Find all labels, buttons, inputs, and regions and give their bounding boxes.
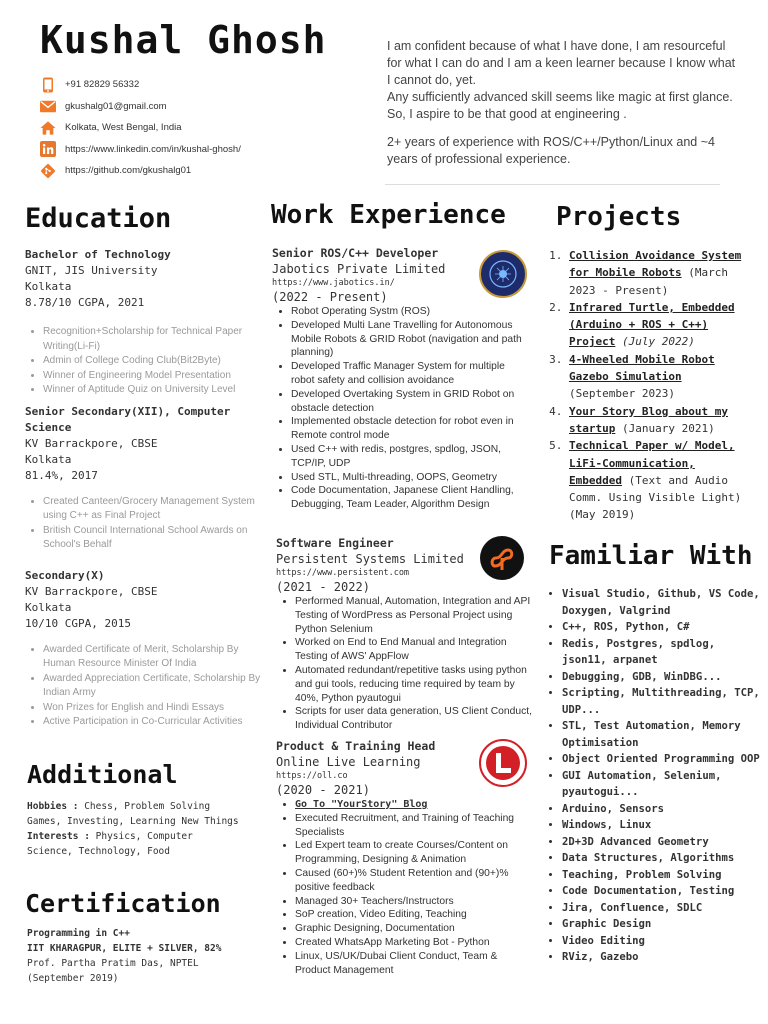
degree-title: Bachelor of Technology (25, 248, 171, 261)
institution: KV Barrackpore, CBSE (25, 584, 158, 598)
linkedin-url: https://www.linkedin.com/in/kushal-ghosh/ (65, 143, 241, 155)
cert-issuer: IIT KHARAGPUR, ELITE + SILVER, 82% (27, 943, 222, 954)
summary-paragraph: Any sufficiently advanced skill seems like magic at first glance. So, I aspire to be that good at engineering . (387, 90, 733, 121)
education-section (25, 247, 270, 730)
skill-item: • Data Structures, Algorithms (562, 850, 760, 867)
city: Kolkata (25, 280, 72, 293)
project-detail: (March 2023 - Present) (569, 266, 728, 297)
contact-phone[interactable] (40, 74, 241, 96)
project-detail: (July 2022) (615, 335, 695, 349)
yourstory-link[interactable]: Go To "YourStory" Blog (295, 799, 428, 810)
skill-item: • Redis, Postgres, spdlog, json11, arpanet (562, 636, 760, 669)
list-item: • Implemented obstacle detection for robot even in Remote control mode (291, 415, 530, 443)
education-heading: Education (25, 203, 172, 234)
project-list (553, 247, 753, 524)
list-item: • Code Documentation, Japanese Client Handling, Debugging, Team Leader, Algorithm Design (291, 484, 530, 512)
certification-heading: Certification (25, 889, 221, 918)
additional-heading: Additional (27, 760, 178, 789)
project-link[interactable]: Your Story Blog about my startup (569, 404, 728, 435)
cert-date: (September 2019) (27, 973, 119, 984)
list-item: • Used STL, Multi-threading, OOPS, Geometry (291, 471, 530, 485)
list-item: • SoP creation, Video Editing, Teaching (295, 908, 534, 922)
location-text: Kolkata, West Bengal, India (65, 122, 182, 134)
jabotics-logo (479, 250, 527, 298)
work-heading: Work Experience (271, 200, 506, 230)
list-item: • Used C++ with redis, postgres, spdlog, JSON, TCP/IP, UDP (291, 443, 530, 471)
job-title: Senior ROS/C++ Developer (272, 246, 439, 260)
institution: GNIT, JIS University (25, 264, 158, 277)
list-item: • Scripts for user data generation, US Client Conduct, Individual Contributor (295, 705, 534, 733)
achievement-list (25, 495, 270, 553)
list-item: • Won Prizes for English and Hindi Essays (43, 701, 270, 716)
list-item (295, 798, 534, 812)
project-detail: (September 2023) (569, 387, 675, 401)
skill-item: • Visual Studio, Github, VS Code, Doxygen, Valgrind (562, 586, 760, 619)
skill-item: • C++, ROS, Python, C# (562, 619, 760, 636)
skill-item: • GUI Automation, Selenium, pyautogui... (562, 768, 760, 801)
list-item: • Developed Overtaking System in GRID Robot on obstacle detection (291, 388, 530, 416)
skill-item: • 2D+3D Advanced Geometry (562, 834, 760, 851)
grade: 8.78/10 CGPA, 2021 (25, 296, 145, 309)
list-item: • Awarded Certificate of Merit, Scholarship By Human Resource Minister Of India (43, 643, 270, 672)
achievement-list (25, 325, 270, 398)
skill-item: • STL, Test Automation, Memory Optimisation (562, 718, 760, 751)
candidate-name: Kushal Ghosh (40, 18, 327, 62)
company-url[interactable]: https://oll.co (276, 771, 348, 781)
project-link[interactable]: Collision Avoidance System for Mobile Robots (569, 249, 742, 280)
list-item: • Robot Operating Systm (ROS) (291, 305, 530, 319)
contact-list (40, 74, 241, 182)
list-item: • Caused (60+)% Student Retention and (90+)% positive feedback (295, 867, 534, 895)
project-item (569, 299, 753, 351)
project-item (569, 247, 753, 299)
skill-item: • Object Oriented Programming OOP (562, 751, 760, 768)
job-period: (2021 - 2022) (276, 580, 370, 594)
skill-item: • Debugging, GDB, WinDBG... (562, 669, 760, 686)
list-item: • Recognition+Scholarship for Technical Paper Writing(Li-Fi) (43, 325, 270, 354)
grade: 10/10 CGPA, 2015 (25, 616, 131, 630)
job-title: Product & Training Head (276, 739, 436, 753)
list-item: • Created WhatsApp Marketing Bot - Python (295, 936, 534, 950)
list-item: • Executed Recruitment, and Training of Teaching Specialists (295, 812, 534, 840)
skill-item: • Graphic Design (562, 916, 760, 933)
company-name: Jabotics Private Limited (272, 262, 446, 276)
projects-section (553, 247, 753, 524)
job-duties (276, 595, 534, 733)
skill-item: • Jira, Confluence, SDLC (562, 900, 760, 917)
list-item: • Awarded Appreciation Certificate, Scholarship By Indian Army (43, 672, 270, 701)
interests-label: Interests : (27, 831, 90, 842)
phone-icon (40, 77, 56, 93)
company-url[interactable]: https://www.jabotics.in/ (272, 278, 395, 288)
education-entry (25, 247, 270, 398)
skill-item: • Teaching, Problem Solving (562, 867, 760, 884)
interests (27, 829, 242, 859)
skill-item: • Arduino, Sensors (562, 801, 760, 818)
git-icon (40, 163, 56, 179)
list-item: • Winner of Aptitude Quiz on University Level (43, 383, 270, 398)
skill-item: • Scripting, Multithreading, TCP, UDP... (562, 685, 760, 718)
institution: KV Barrackpore, CBSE (25, 436, 158, 450)
home-icon (40, 120, 56, 136)
persistent-logo (480, 536, 524, 580)
company-name: Persistent Systems Limited (276, 552, 464, 566)
skill-item: • Video Editing (562, 933, 760, 950)
list-item: • Performed Manual, Automation, Integration and API Testing of WordPress as Personal Project using Python Selenium (295, 595, 534, 636)
job-title: Software Engineer (276, 536, 394, 550)
contact-location (40, 117, 241, 139)
cert-instructor: Prof. Partha Pratim Das, NPTEL (27, 958, 199, 969)
list-item: • Linux, US/UK/Dubai Client Conduct, Team & Product Management (295, 950, 534, 978)
summary-paragraph: I am confident because of what I have done, I am resourceful for what I can do and I am a keen learner because I know what I cannot do, yet. (387, 39, 736, 87)
project-item (569, 437, 753, 523)
job-duties (272, 305, 530, 512)
linkedin-icon (40, 141, 56, 157)
contact-email[interactable] (40, 96, 241, 118)
grade: 81.4%, 2017 (25, 468, 98, 482)
company-name: Online Live Learning (276, 755, 421, 769)
skill-item: • Code Documentation, Testing (562, 883, 760, 900)
hobbies-label: Hobbies : (27, 801, 79, 812)
city: Kolkata (25, 452, 72, 466)
divider (385, 184, 720, 185)
cert-title: Programming in C++ (27, 928, 130, 939)
skill-item: • RViz, Gazebo (562, 949, 760, 966)
skill-item: • Windows, Linux (562, 817, 760, 834)
summary (387, 38, 737, 168)
github-url: https://github.com/gkushalg01 (65, 165, 192, 177)
project-item (569, 403, 753, 438)
list-item: • Developed Multi Lane Travelling for Autonomous Mobile Robots & GRID Robot (navigation and path planning) (291, 319, 530, 360)
list-item: • Developed Traffic Manager System for multiple robot safety and collision avoidance (291, 360, 530, 388)
degree-title: Senior Secondary(XII), Computer Science (25, 404, 231, 434)
familiar-heading: Familiar With (549, 541, 753, 571)
degree-title: Secondary(X) (25, 568, 105, 582)
hobbies-text: Chess, Problem Solving Games, Investing, Learning New Things (27, 801, 239, 827)
project-detail: (Text and Audio Comm. Using Visible Light) (May 2019) (569, 473, 742, 522)
list-item: • British Council International School Awards on School's Behalf (43, 524, 270, 553)
phone-text: +91 82829 56332 (65, 79, 140, 91)
list-item: • Worked on End to End Manual and Integration Testing of AWS' AppFlow (295, 636, 534, 664)
list-item: • Active Participation in Co-Curricular Activities (43, 715, 270, 730)
contact-github[interactable] (40, 160, 241, 182)
list-item: • Automated redundant/repetitive tasks using python and gui tools, reducing time required by team by 40%, Python pyautogui (295, 664, 534, 705)
project-link[interactable]: Technical Paper w/ Model, LiFi-Communication, Embedded (569, 439, 735, 487)
project-item (569, 351, 753, 403)
education-entry (25, 404, 270, 553)
job-duties (276, 798, 534, 977)
familiar-section (548, 586, 760, 966)
list-item: • Winner of Engineering Model Presentation (43, 369, 270, 384)
job-period: (2022 - Present) (272, 290, 388, 304)
certification-section (27, 926, 242, 986)
job-period: (2020 - 2021) (276, 783, 370, 797)
projects-heading: Projects (556, 202, 682, 232)
company-url[interactable]: https://www.persistent.com (276, 568, 410, 578)
list-item: • Graphic Designing, Documentation (295, 922, 534, 936)
interests-text: Physics, Computer Science, Technology, Food (27, 831, 193, 857)
oll-logo (479, 739, 527, 787)
project-detail: (January 2021) (615, 421, 715, 435)
project-link[interactable]: Infrared Turtle, Embedded (Arduino + ROS + C++) Project (569, 300, 735, 349)
education-entry (25, 568, 270, 730)
skills-list (548, 586, 760, 966)
list-item: • Managed 30+ Teachers/Instructors (295, 895, 534, 909)
achievement-list (25, 643, 270, 730)
contact-linkedin[interactable] (40, 139, 241, 161)
list-item: • Led Expert team to create Courses/Content on Programming, Designing & Animation (295, 839, 534, 867)
summary-paragraph: 2+ years of experience with ROS/C++/Python/Linux and ~4 years of professional experience. (387, 135, 715, 166)
project-link[interactable]: 4-Wheeled Mobile Robot Gazebo Simulation (569, 352, 715, 384)
list-item: • Created Canteen/Grocery Management System using C++ as Final Project (43, 495, 270, 524)
hobbies (27, 799, 242, 829)
mail-icon (40, 98, 56, 114)
email-text: gkushalg01@gmail.com (65, 100, 167, 112)
list-item: • Admin of College Coding Club(Bit2Byte) (43, 354, 270, 369)
city: Kolkata (25, 600, 72, 614)
additional-section (27, 799, 242, 859)
